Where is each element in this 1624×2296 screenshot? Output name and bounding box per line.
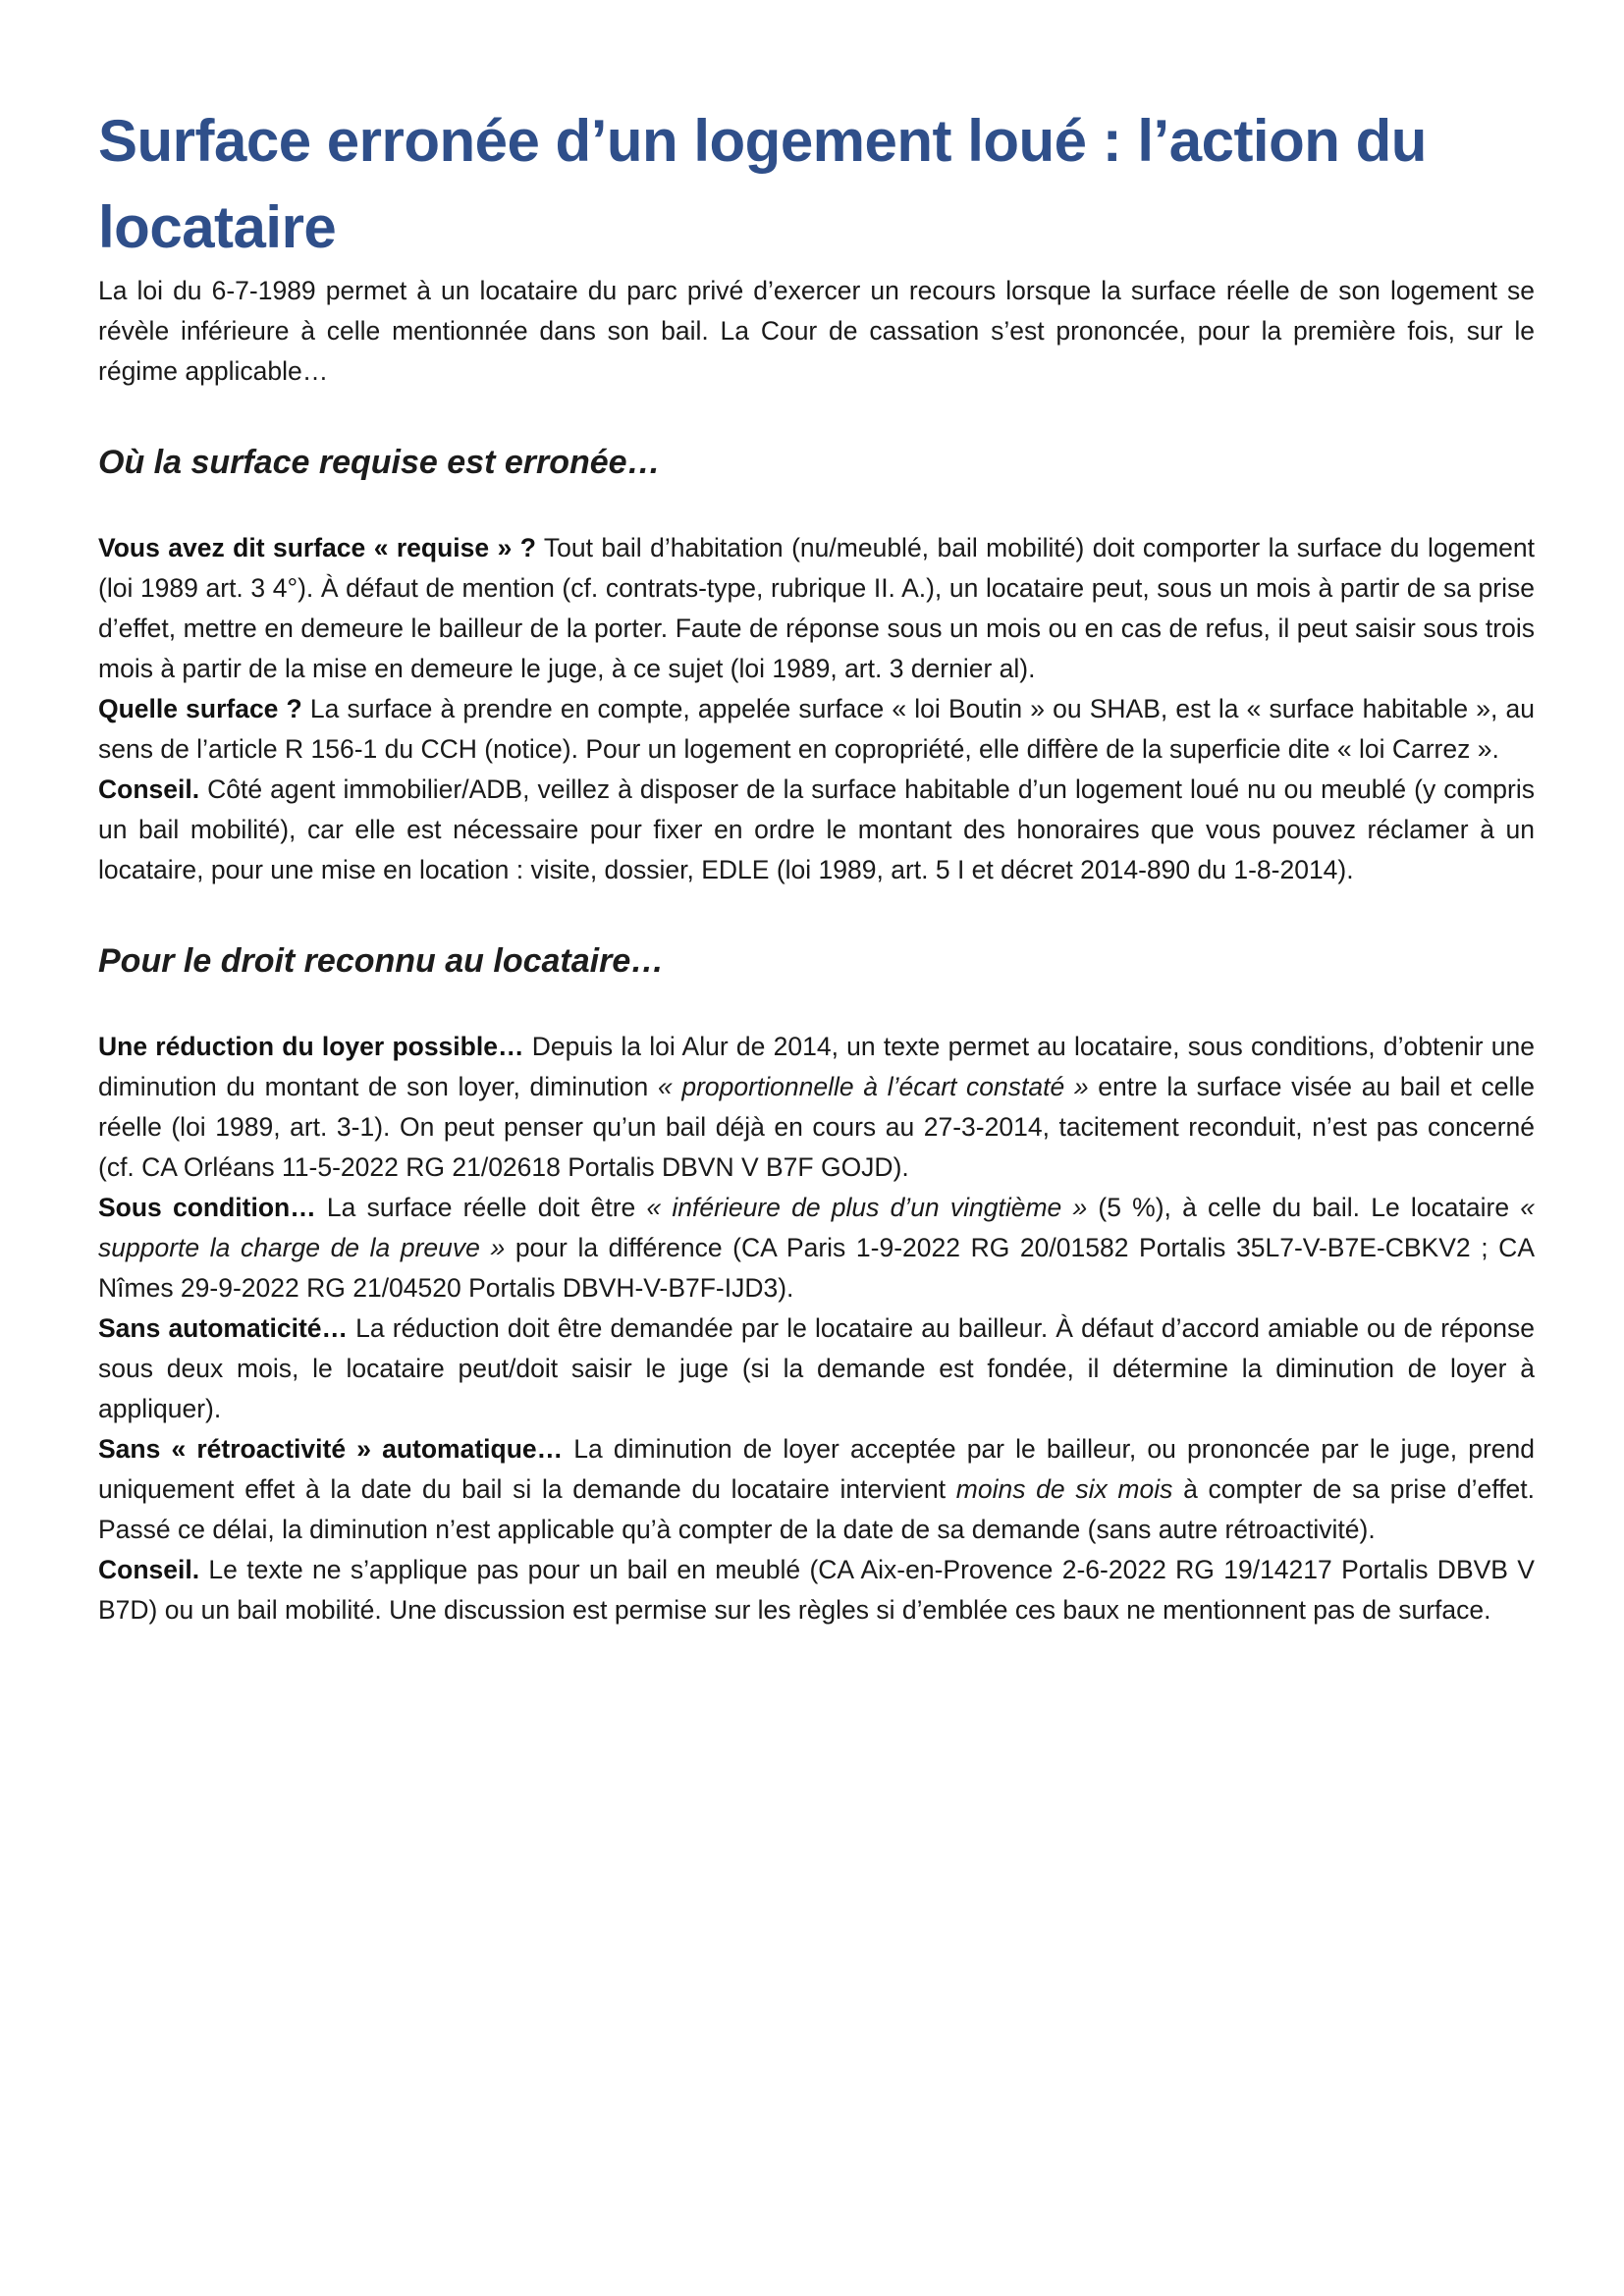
paragraph-lead: Conseil. [98,1555,200,1584]
paragraph-text: entre la surface visée au bail et celle réelle (loi 1989, art. 3-1). On peut penser qu’un bail déjà en cours au 27-3-2014, tacitement reconduit, n’est pas concerné (cf. CA Orléans 11-5-2022 RG 21/02618 Portalis DBVN V B7F GOJD). [98,1072,1535,1182]
paragraph-text: La réduction doit être demandée par le locataire au bailleur. À défaut d’accord amiable ou de réponse sous deux mois, le locataire peut/doit saisir le juge (si la demande est fondée, il détermine la diminution de loyer à appliquer). [98,1313,1535,1423]
section-heading-droit-locataire: Pour le droit reconnu au locataire… [98,942,665,980]
paragraph-lead: Sans « rétroactivité » automatique… [98,1434,564,1464]
paragraph-lead: Vous avez dit surface « requise » ? [98,533,536,562]
section-heading-surface-requise: Où la surface requise est erronée… [98,444,661,481]
paragraph-lead: Sous condition… [98,1193,316,1222]
paragraph-quote: moins de six mois [955,1474,1173,1504]
paragraph-sans-retroactivite [98,1429,1535,1550]
paragraph-lead: Une réduction du loyer possible… [98,1032,524,1061]
paragraph-quote: « proportionnelle à l’écart constaté » [657,1072,1089,1101]
paragraph-lead: Quelle surface ? [98,694,302,723]
paragraph-text: à compter de sa prise d’effet. Passé ce délai, la diminution n’est applicable qu’à compter de la date de sa demande (sans autre rétroactivité). [98,1474,1535,1544]
paragraph-quote: « inférieure de plus d’un vingtième » [646,1193,1088,1222]
paragraph-lead: Conseil. [98,774,200,804]
paragraph-conseil-2 [98,1550,1535,1630]
paragraph-reduction-loyer [98,1027,1535,1188]
paragraph-surface-requise [98,528,1535,689]
paragraph-quelle-surface [98,689,1535,770]
paragraph-text: Côté agent immobilier/ADB, veillez à disposer de la surface habitable d’un logement loué nu ou meublé (y compris un bail mobilité), car elle est nécessaire pour fixer en ordre le montant des honoraires que vous pouvez réclamer à un locataire, pour une mise en location : visite, dossier, EDLE (loi 1989, art. 5 I et décret 2014-890 du 1-8-2014). [98,774,1535,884]
document-title: Surface erronée d’un logement loué : l’action du locataire [98,108,1427,260]
paragraph-text: La surface à prendre en compte, appelée surface « loi Boutin » ou SHAB, est la « surface habitable », au sens de l’article R 156-1 du CCH (notice). Pour un logement en copropriété, elle diffère de la superficie dite « loi Carrez ». [98,694,1535,764]
paragraph-sans-automaticite [98,1308,1535,1429]
intro-paragraph: La loi du 6-7-1989 permet à un locataire du parc privé d’exercer un recours lorsque la surface réelle de son logement se révèle inférieure à celle mentionnée dans son bail. La Cour de cassation s’est prononcée, pour la première fois, sur le régime applicable… [98,276,1535,386]
paragraph-text: La surface réelle doit être [315,1193,647,1222]
paragraph-lead: Sans automaticité… [98,1313,349,1343]
paragraph-quote: « supporte la charge de la preuve » [98,1193,1535,1262]
paragraph-sous-condition [98,1188,1535,1308]
paragraph-text: Tout bail d’habitation (nu/meublé, bail mobilité) doit comporter la surface du logement (loi 1989 art. 3 4°). À défaut de mention (cf. contrats-type, rubrique II. A.), un locataire peut, sous un mois à partir de sa prise d’effet, mettre en demeure le bailleur de la porter. Faute de réponse sous un mois ou en cas de refus, il peut saisir sous trois mois à partir de la mise en demeure le juge, à ce sujet (loi 1989, art. 3 dernier al). [98,533,1535,683]
document-page [98,98,1535,2238]
paragraph-text: pour la différence (CA Paris 1-9-2022 RG 20/01582 Portalis 35L7-V-B7E-CBKV2 ; CA Nîmes 29-9-2022 RG 21/04520 Portalis DBVH-V-B7F-IJD3). [98,1233,1535,1303]
paragraph-text: Depuis la loi Alur de 2014, un texte permet au locataire, sous conditions, d’obtenir une diminution du montant de son loyer, diminution [98,1032,1535,1101]
paragraph-text: Le texte ne s’applique pas pour un bail en meublé (CA Aix-en-Provence 2-6-2022 RG 19/14217 Portalis DBVB V B7D) ou un bail mobilité. Une discussion est permise sur les règles si d’emblée ces baux ne mentionnent pas de surface. [98,1555,1535,1625]
paragraph-text: La diminution de loyer acceptée par le bailleur, ou prononcée par le juge, prend uniquement effet à la date du bail si la demande du locataire intervient [98,1434,1535,1504]
paragraph-text: (5 %), à celle du bail. Le locataire [1087,1193,1521,1222]
paragraph-conseil-1 [98,770,1535,890]
